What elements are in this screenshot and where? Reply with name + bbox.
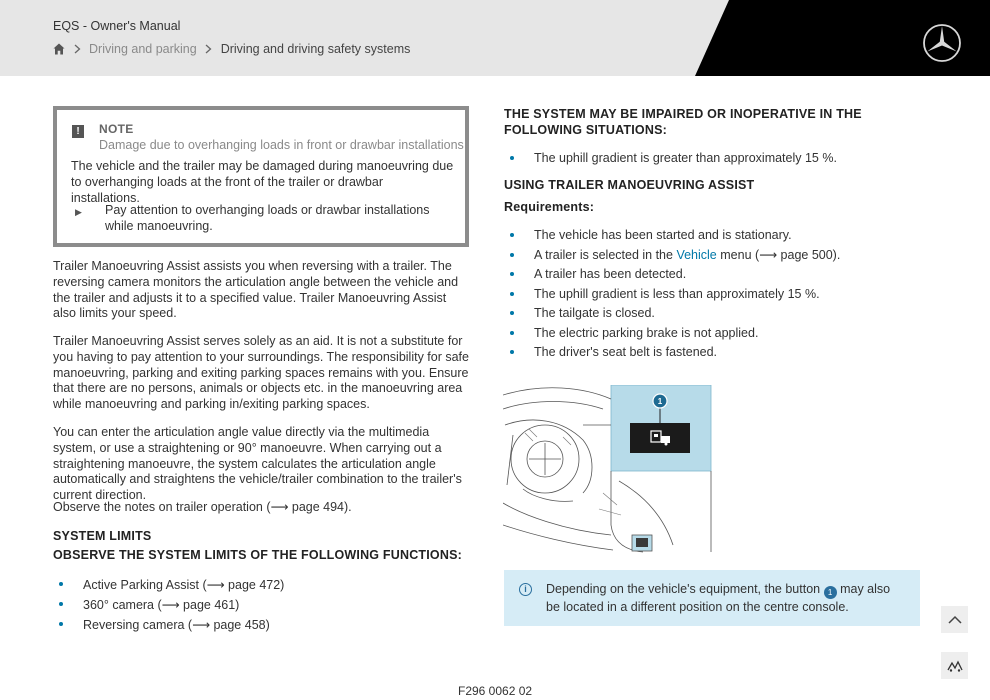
list-item: The driver's seat belt is fastened. [504, 343, 840, 363]
bullet-dot [510, 233, 514, 237]
figure-caption: F296 0062 02 [458, 684, 533, 698]
page-header [0, 0, 990, 76]
breadcrumb-link-driving-and-parking[interactable]: Driving and parking [89, 42, 197, 56]
bullet-dot [59, 582, 63, 586]
info-text-a: Depending on the vehicle's equipment, the button [546, 582, 821, 596]
chevron-up-icon [948, 615, 962, 624]
breadcrumb [53, 42, 410, 56]
list-item: A trailer has been detected. [504, 265, 840, 285]
heading-observe-limits: OBSERVE THE SYSTEM LIMITS OF THE FOLLOWING FUNCTIONS: [53, 548, 462, 562]
mercedes-star-logo[interactable] [922, 23, 962, 63]
chevron-right-icon [65, 44, 89, 54]
list-item: A trailer is selected in the Vehicle menu (⟶ page 500). [504, 246, 840, 266]
list-item: The tailgate is closed. [504, 304, 840, 324]
note-subtitle: Damage due to overhanging loads in front or drawbar installations [99, 138, 464, 152]
list-item[interactable]: 360° camera (⟶ page 461) [53, 595, 284, 615]
callout-number: 1 [657, 397, 663, 406]
list-item[interactable]: Reversing camera (⟶ page 458) [53, 615, 284, 635]
breadcrumb-current: Driving and driving safety systems [220, 42, 411, 56]
warning-icon: ! [72, 125, 84, 138]
note-action-text: Pay attention to overhanging loads or drawbar installations while manoeuvring. [105, 203, 430, 233]
list-item: The vehicle has been started and is stationary. [504, 226, 840, 246]
note-label: NOTE [99, 122, 134, 136]
bullet-dot [510, 292, 514, 296]
requirements-list [504, 226, 840, 363]
info-icon: i [519, 583, 532, 596]
trailer-assist-shortcut-button[interactable] [941, 652, 968, 679]
manual-title: EQS - Owner's Manual [53, 19, 181, 33]
link-trailer-operation[interactable]: Observe the notes on trailer operation (⟶ page 494). [53, 500, 352, 514]
note-action [71, 202, 455, 234]
bullet-dot [510, 331, 514, 335]
paragraph-aid: Trailer Manoeuvring Assist serves solely as an aid. It is not a substitute for you having to pay attention to your surroundings. The responsibility for safe manoeuvring, parking and exiting parking spaces remains with you. Ensure that there are no persons, animals or objects etc. in the manoeuvring area while manoeuvring and parking in/exiting parking spaces. [53, 334, 469, 412]
heading-requirements: Requirements: [504, 200, 595, 214]
bullet-dot [510, 253, 514, 257]
bullet-dot [59, 602, 63, 606]
note-body: The vehicle and the trailer may be damaged during manoeuvring due to overhanging loads at the front of the trailer or drawbar installations. [71, 159, 454, 205]
impaired-list [504, 149, 837, 169]
centre-console-illustration [503, 385, 713, 553]
bullet-dot [510, 350, 514, 354]
list-item[interactable]: Active Parking Assist (⟶ page 472) [53, 575, 284, 595]
heading-impaired: THE SYSTEM MAY BE IMPAIRED OR INOPERATIVE IN THE FOLLOWING SITUATIONS: [504, 107, 862, 137]
home-icon[interactable] [53, 43, 65, 55]
list-item: The uphill gradient is greater than approximately 15 %. [504, 149, 837, 169]
heading-system-limits: SYSTEM LIMITS [53, 529, 152, 543]
scroll-to-top-button[interactable] [941, 606, 968, 633]
paragraph-articulation: You can enter the articulation angle value directly via the multimedia system, or use a straightening or 90° manoeuvre. When carrying out a straightening manoeuvre, the system calculates the articulation angle automatically and straightens the vehicle/trailer combination to the trailer's current direction. [53, 425, 462, 503]
arrow-right-icon: ▶ [75, 207, 82, 217]
list-item: The electric parking brake is not applied. [504, 324, 840, 344]
bullet-dot [510, 156, 514, 160]
bullet-dot [59, 622, 63, 626]
link-vehicle-menu[interactable]: Vehicle [676, 247, 717, 262]
bullet-dot [510, 272, 514, 276]
list-item: The uphill gradient is less than approximately 15 %. [504, 285, 840, 305]
bullet-dot [510, 311, 514, 315]
heading-using-assist: USING TRAILER MANOEUVRING ASSIST [504, 178, 755, 192]
functions-list [53, 575, 284, 635]
chevron-right-icon [197, 44, 221, 54]
trailer-assist-icon [947, 660, 963, 672]
note-box [53, 106, 469, 247]
info-box [504, 570, 920, 626]
button-callout-icon: 1 [824, 586, 837, 599]
link-page-500[interactable]: menu (⟶ page 500). [720, 247, 841, 262]
paragraph-observe-notes [53, 500, 469, 516]
paragraph-intro: Trailer Manoeuvring Assist assists you when reversing with a trailer. The reversing camera monitors the articulation angle between the vehicle and the trailer and adjusts it to a specified value. Trailer Manoeuvring Assist also limits your speed. [53, 259, 459, 321]
info-text-b: may also be located in a different position on the centre console. [546, 582, 891, 614]
